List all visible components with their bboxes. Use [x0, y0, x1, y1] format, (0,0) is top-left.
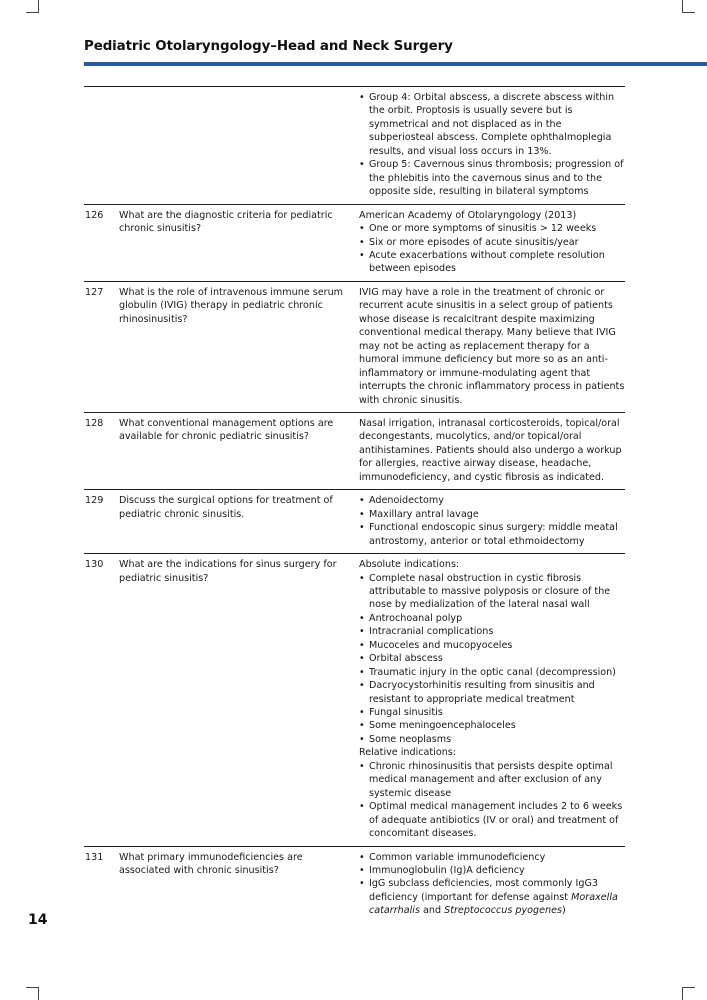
question-text: What is the role of intravenous immune serum globulin (IVIG) therapy in pediatric chronic rhinosinusitis?	[119, 286, 344, 325]
answer-bullet-list	[359, 572, 625, 747]
answer-cell	[357, 281, 625, 412]
list-item: • One or more symptoms of sinusitis > 12 weeks	[359, 222, 625, 235]
table-row	[84, 281, 625, 412]
crop-mark-top-left	[26, 0, 39, 13]
list-item: • Dacryocystorhinitis resulting from sinusitis and resistant to appropriate medical treatment	[359, 679, 625, 706]
answer-cell	[357, 846, 625, 923]
list-item: • Group 5: Cavernous sinus thrombosis; progression of the phlebitis into the cavernous sinus and to the opposite side, resulting in bilateral symptoms	[359, 158, 625, 198]
species-name: Moraxella catarrhalis	[369, 891, 618, 917]
list-item: • Orbital abscess	[359, 652, 625, 665]
answer-bullet-list	[359, 494, 625, 548]
list-item: • Group 4: Orbital abscess, a discrete abscess within the orbit. Proptosis is usually severe but is symmetrical and not displaced as in the subperiosteal abscess. Complete ophthalmoplegia results, and visual loss occurs in 13%.	[359, 91, 625, 158]
list-item: • Complete nasal obstruction in cystic fibrosis attributable to massive polyposis or closure of the nose by medialization of the lateral nasal wall	[359, 572, 625, 612]
table-row	[84, 490, 625, 554]
table-row	[84, 204, 625, 281]
question-text: What are the diagnostic criteria for pediatric chronic sinusitis?	[119, 209, 333, 235]
crop-mark-bottom-right	[682, 987, 695, 1000]
table-row	[84, 87, 625, 205]
crop-mark-bottom-left	[26, 987, 39, 1000]
list-item: • Maxillary antral lavage	[359, 508, 625, 521]
header-rule	[84, 62, 707, 66]
list-item: • Mucoceles and mucopyoceles	[359, 639, 625, 652]
table-row	[84, 412, 625, 489]
list-item: • Optimal medical management includes 2 to 6 weeks of adequate antibiotics (IV or oral) and treatment of concomitant diseases.	[359, 800, 625, 840]
question-text	[119, 87, 357, 205]
crop-mark-top-right	[682, 0, 695, 13]
question-number	[84, 87, 119, 205]
question-text: What primary immunodeficiencies are associated with chronic sinusitis?	[119, 851, 303, 877]
answer-intro: Relative indications:	[359, 747, 457, 759]
answer-cell	[357, 412, 625, 489]
answer-cell	[357, 87, 625, 205]
answer-bullet-list	[359, 851, 625, 918]
answer-cell	[357, 490, 625, 554]
answer-bullet-list	[359, 760, 625, 841]
answer-paragraph: Nasal irrigation, intranasal corticosteroids, topical/oral decongestants, mucolytics, and/or topical/oral antihistamines. Patients should also undergo a workup for allergies, reactive airway disease, headache, immunodeficiency, and cystic fibrosis as indicated.	[359, 417, 622, 483]
question-number: 126	[85, 209, 104, 221]
question-number: 127	[85, 286, 104, 298]
list-item: • Acute exacerbations without complete resolution between episodes	[359, 249, 625, 276]
bullet-text: )	[562, 905, 566, 917]
list-item: • Some meningoencephaloceles	[359, 719, 625, 732]
table-row	[84, 846, 625, 923]
bullet-text: and	[419, 905, 445, 917]
answer-cell	[357, 554, 625, 847]
running-header: Pediatric Otolaryngology–Head and Neck Surgery	[84, 39, 453, 54]
table-row	[84, 554, 625, 847]
list-item: • Common variable immunodeficiency	[359, 851, 625, 864]
list-item: • Antrochoanal polyp	[359, 612, 625, 625]
answer-paragraph: IVIG may have a role in the treatment of chronic or recurrent acute sinusitis in a select group of patients whose disease is recalcitrant despite maximizing conventional medical therapy. Many believe that IVIG may not be acting as replacement therapy for a humoral immune deficiency but more so as an anti-inflammatory or immune-modulating agent that interrupts the chronic inflammatory process in patients with chronic sinusitis.	[359, 286, 625, 406]
list-item: • Traumatic injury in the optic canal (decompression)	[359, 666, 625, 679]
answer-bullet-list	[359, 222, 625, 276]
list-item: • Chronic rhinosinusitis that persists despite optimal medical management and after exclusion of any systemic disease	[359, 760, 625, 800]
list-item: • Fungal sinusitis	[359, 706, 625, 719]
question-number: 128	[85, 417, 104, 429]
page-number: 14	[28, 912, 48, 928]
question-number: 129	[85, 495, 104, 507]
list-item: • Functional endoscopic sinus surgery: middle meatal antrostomy, anterior or total ethmoidectomy	[359, 521, 625, 548]
list-item: • Six or more episodes of acute sinusitis/year	[359, 236, 625, 249]
answer-intro: Absolute indications:	[359, 559, 460, 571]
question-number: 130	[85, 559, 104, 571]
list-item: • Some neoplasms	[359, 733, 625, 746]
answer-intro: American Academy of Otolaryngology (2013)	[359, 209, 577, 221]
list-item: • Immunoglobulin (Ig)A deficiency	[359, 864, 625, 877]
qa-table	[84, 86, 625, 923]
answer-bullet-list	[359, 91, 625, 199]
list-item: • Intracranial complications	[359, 625, 625, 638]
question-text: Discuss the surgical options for treatment of pediatric chronic sinusitis.	[119, 495, 333, 520]
question-number: 131	[85, 851, 104, 863]
list-item: • Adenoidectomy	[359, 494, 625, 507]
species-name: Streptococcus pyogenes	[444, 905, 562, 917]
question-text: What conventional management options are available for chronic pediatric sinusitis?	[119, 417, 334, 443]
list-item	[359, 877, 625, 917]
question-text: What are the indications for sinus surgery for pediatric sinusitis?	[119, 559, 337, 584]
answer-cell	[357, 204, 625, 281]
bullet-text: IgG subclass deficiencies, most commonly IgG3 deficiency (important for defense against	[369, 878, 598, 903]
